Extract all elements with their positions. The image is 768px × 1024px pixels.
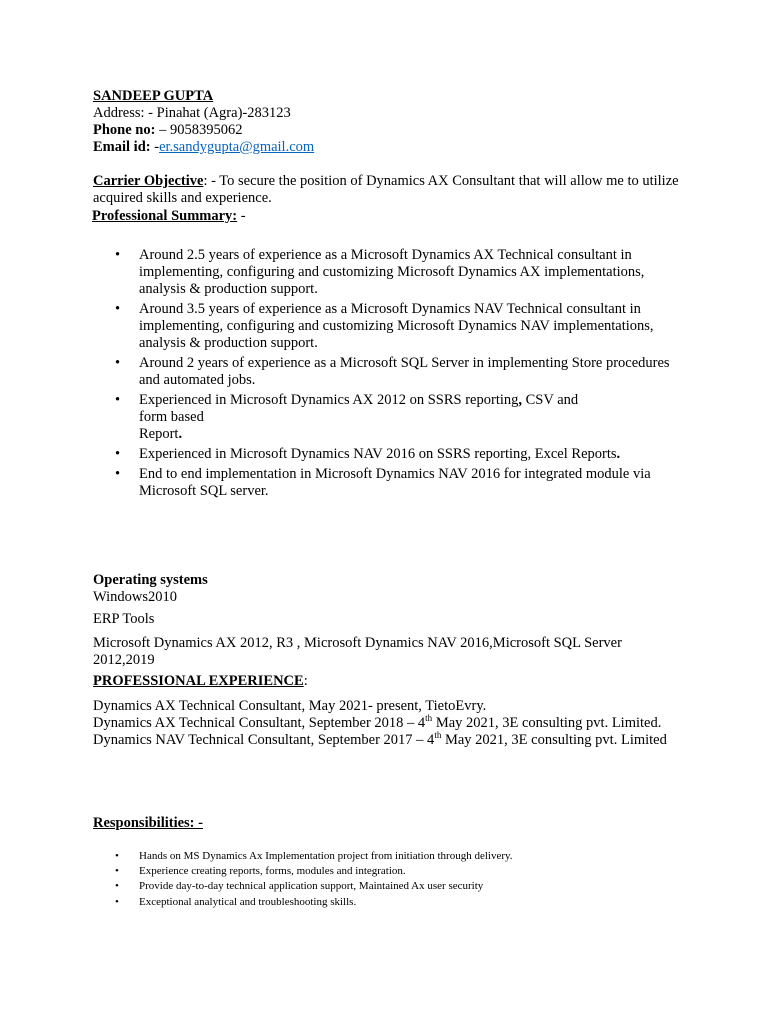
- email-link[interactable]: er.sandygupta@gmail.com: [159, 139, 315, 155]
- summary-heading-suffix: -: [237, 208, 246, 224]
- summary-heading-text: Professional Summary:: [92, 208, 238, 224]
- email-line: [93, 139, 683, 156]
- bullet-icon: •: [115, 466, 121, 482]
- experience-line-2-b: May 2021, 3E consulting pvt. Limited.: [432, 715, 662, 731]
- erp-value: Microsoft Dynamics AX 2012, R3 , Microsoft Dynamics NAV 2016,Microsoft SQL Server 2012,2019: [93, 635, 622, 668]
- responsibilities-heading-text: Responsibilities: -: [93, 815, 203, 831]
- bullet-icon: •: [115, 446, 121, 462]
- list-item: [93, 247, 683, 298]
- list-item: [93, 392, 683, 443]
- objective-section: [93, 173, 693, 207]
- list-item: [93, 446, 683, 463]
- phone-label: Phone no:: [93, 122, 156, 138]
- summary-item-line2-end: .: [178, 426, 183, 442]
- summary-item-end: .: [616, 446, 621, 462]
- objective-label: Carrier Objective: [93, 173, 204, 189]
- summary-heading: [92, 208, 682, 225]
- experience-line-3-a: Dynamics NAV Technical Consultant, September 2017 – 4: [93, 732, 435, 748]
- list-item: [93, 301, 683, 352]
- experience-heading-text: PROFESSIONAL EXPERIENCE: [93, 673, 304, 689]
- bullet-icon: •: [115, 850, 119, 862]
- erp-tools-section: [93, 635, 673, 669]
- erp-section: [93, 611, 683, 628]
- experience-heading-suffix: :: [303, 673, 308, 689]
- experience-list: [93, 698, 668, 749]
- summary-item-line2: Report: [139, 426, 179, 442]
- experience-line-3-b: May 2021, 3E consulting pvt. Limited: [441, 732, 667, 748]
- responsibility-text: Exceptional analytical and troubleshooting skills.: [139, 895, 357, 908]
- responsibilities-heading: [93, 815, 683, 832]
- list-item: [93, 849, 683, 864]
- summary-item-text: End to end implementation in Microsoft Dynamics NAV 2016 for integrated module via Microsoft SQL server.: [139, 466, 651, 499]
- summary-item-text: Around 2.5 years of experience as a Microsoft Dynamics AX Technical consultant in implementing, configuring and customizing Microsoft Dynamics AX implementations, analysis & production support.: [139, 247, 645, 297]
- summary-item-text: Around 3.5 years of experience as a Microsoft Dynamics NAV Technical consultant in implementing, configuring and customizing Microsoft Dynamics NAV implementations, analysis & production support.: [139, 301, 654, 351]
- bullet-icon: •: [115, 865, 119, 878]
- summary-item-text: Around 2 years of experience as a Microsoft SQL Server in implementing Store procedures and automated jobs.: [139, 355, 670, 388]
- os-heading: Operating systems: [93, 572, 208, 588]
- bullet-icon: •: [115, 247, 121, 263]
- contact-header: [93, 88, 683, 156]
- bullet-icon: •: [115, 880, 119, 893]
- summary-item-comma: ,: [518, 392, 522, 408]
- responsibility-text: Hands on MS Dynamics Ax Implementation project from initiation through delivery.: [139, 850, 513, 862]
- list-item: [93, 355, 683, 389]
- candidate-name: SANDEEP GUPTA: [93, 88, 214, 104]
- responsibility-text: Experience creating reports, forms, modules and integration.: [139, 865, 406, 878]
- bullet-icon: •: [115, 301, 121, 317]
- summary-item-text: Experienced in Microsoft Dynamics NAV 2016 on SSRS reporting, Excel Reports: [139, 446, 617, 462]
- bullet-icon: •: [115, 895, 119, 908]
- list-item: [93, 466, 683, 500]
- phone-line: [93, 122, 683, 139]
- experience-line-2-sup: th: [425, 713, 433, 724]
- experience-line-2-a: Dynamics AX Technical Consultant, September 2018 – 4: [93, 715, 426, 731]
- list-item: [93, 879, 683, 894]
- experience-heading: [93, 673, 683, 690]
- experience-line-2: [93, 715, 668, 732]
- bullet-icon: •: [115, 355, 121, 371]
- address-label: Address: -: [93, 105, 154, 121]
- os-section: [93, 572, 683, 606]
- objective-text: : - To secure the position of Dynamics AX Consultant that will allow me to utilize acquired skills and experience.: [93, 173, 679, 206]
- list-item: [93, 864, 683, 879]
- bullet-icon: •: [115, 392, 121, 408]
- email-label: Email id:: [93, 139, 151, 155]
- address-value: Pinahat (Agra)-283123: [153, 105, 291, 121]
- summary-list: [93, 247, 683, 503]
- erp-heading: ERP Tools: [93, 611, 155, 627]
- experience-line-3: [93, 732, 668, 749]
- phone-value: – 9058395062: [155, 122, 243, 138]
- list-item: [93, 895, 683, 910]
- responsibility-text: Provide day-to-day technical application support, Maintained Ax user security: [139, 880, 484, 893]
- address-line: [93, 105, 683, 122]
- summary-item-text: Experienced in Microsoft Dynamics AX 2012 on SSRS reporting: [139, 392, 519, 408]
- email-prefix: -: [150, 139, 160, 155]
- summary-item-text-rest: CSV and form based: [139, 392, 579, 425]
- experience-line-3-sup: th: [434, 730, 442, 741]
- responsibilities-list: [93, 849, 683, 910]
- os-value: Windows2010: [93, 589, 177, 605]
- experience-line-1: Dynamics AX Technical Consultant, May 2021- present, TietoEvry.: [93, 698, 487, 714]
